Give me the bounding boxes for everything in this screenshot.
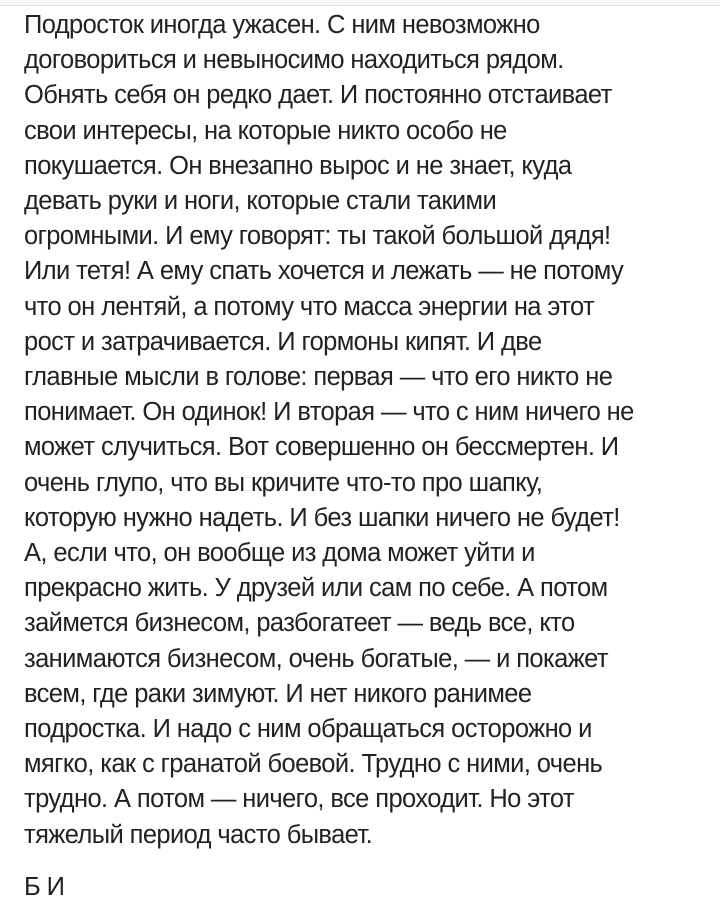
cutoff-text-line (24, 870, 704, 901)
text-line-5: покушается. Он внезапно вырос и не знает, куда (24, 151, 572, 180)
text-line-19: занимаются бизнесом, очень богатые, — и покажет (24, 644, 608, 673)
text-line-10: рост и затрачивается. И гормоны кипят. И две (24, 327, 542, 356)
article-text (24, 8, 704, 853)
text-line-23: трудно. А потом — ничего, все проходит. Но этот (24, 785, 574, 814)
text-line-16: А, если что, он вообще из дома может уйти и (24, 539, 535, 568)
text-line-4: свои интересы, на которые никто особо не (24, 116, 507, 145)
text-line-17: прекрасно жить. У друзей или сам по себе. А потом (24, 574, 608, 603)
text-line-11: главные мысли в голове: первая — что его никто не (24, 363, 613, 392)
text-line-20: всем, где раки зимуют. И нет никого ранимее (24, 679, 532, 708)
text-line-9: что он лентяй, а потому что масса энергии на этот (24, 292, 595, 321)
text-line-3: Обнять себя он редко дает. И постоянно отстаивает (24, 81, 612, 110)
text-line-6: девать руки и ноги, которые стали такими (24, 187, 497, 216)
text-line-12: понимает. Он одинок! И вторая — что с ним ничего не (24, 398, 634, 427)
top-divider (0, 0, 720, 6)
text-line-13: может случиться. Вот совершенно он бессмертен. И (24, 433, 619, 462)
text-line-21: подростка. И надо с ним обращаться осторожно и (24, 715, 592, 744)
text-line-8: Или тетя! А ему спать хочется и лежать — не потому (24, 257, 624, 286)
text-line-18: займется бизнесом, разбогатеет — ведь все, кто (24, 609, 575, 638)
cutoff-line-text: Б И (24, 873, 65, 901)
text-line-14: очень глупо, что вы кричите что-то про шапку, (24, 468, 543, 497)
text-line-15: которую нужно надеть. И без шапки ничего не будет! (24, 503, 620, 532)
text-line-2: договориться и невыносимо находиться рядом. (24, 46, 564, 75)
text-line-24: тяжелый период часто бывает. (24, 820, 373, 849)
text-line-1: Подросток иногда ужасен. С ним невозможно (24, 11, 540, 39)
text-line-22: мягко, как с гранатой боевой. Трудно с ними, очень (24, 750, 603, 779)
text-line-7: огромными. И ему говорят: ты такой большой дядя! (24, 222, 611, 251)
